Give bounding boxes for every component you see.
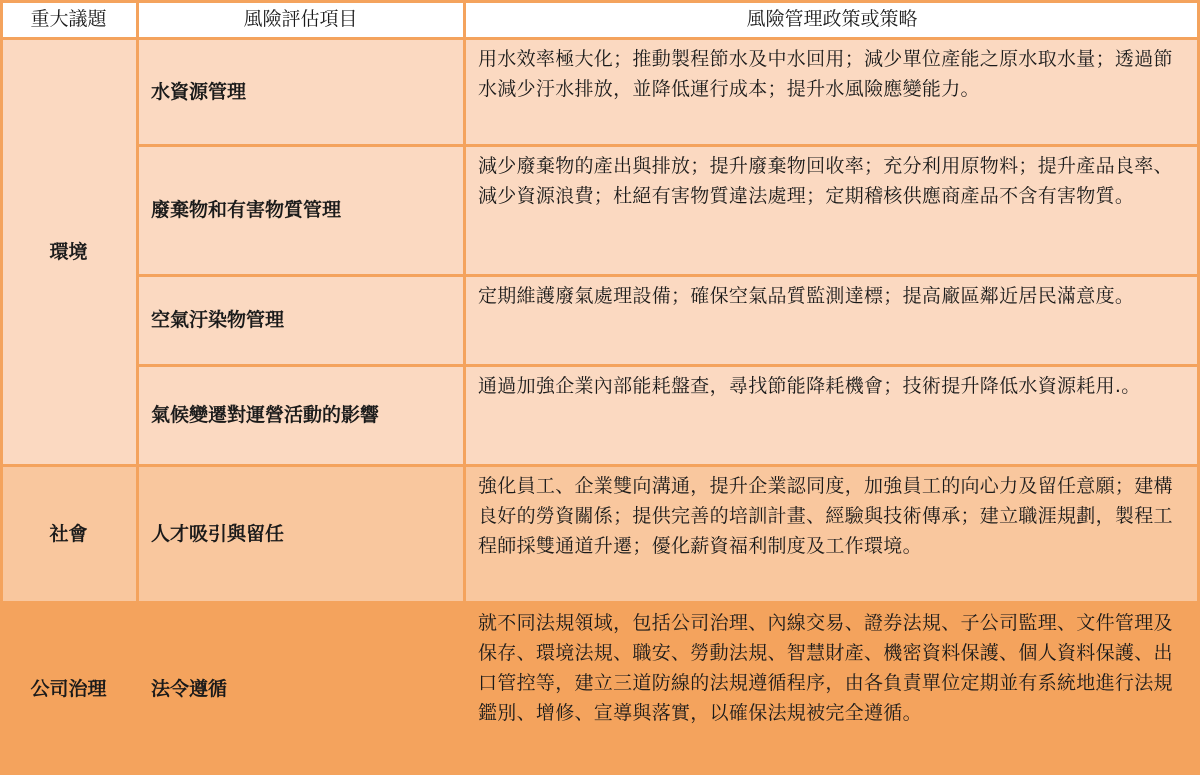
policy-water: 用水效率極大化；推動製程節水及中水回用；減少單位產能之原水取水量；透過節水減少汙水排放，並降低運行成本；提升水風險應變能力。 <box>464 38 1200 145</box>
border-left <box>0 0 3 775</box>
policy-air: 定期維護廢氣處理設備；確保空氣品質監測達標；提高廠區鄰近居民滿意度。 <box>464 275 1200 365</box>
border-top <box>0 0 1200 3</box>
border-group-1 <box>0 464 1200 467</box>
risk-item-compliance: 法令遵循 <box>137 602 464 775</box>
border-col-2 <box>463 0 466 775</box>
topic-social: 社會 <box>0 465 137 602</box>
border-col-1 <box>136 0 139 775</box>
border-row-2 <box>137 274 1200 277</box>
border-row-1 <box>137 144 1200 147</box>
header-topic: 重大議題 <box>0 0 137 38</box>
border-header-bottom <box>0 37 1200 40</box>
topic-governance: 公司治理 <box>0 602 137 775</box>
policy-waste: 減少廢棄物的產出與排放；提升廢棄物回收率；充分利用原物料；提升產品良率、減少資源浪費；杜絕有害物質違法處理；定期稽核供應商產品不含有害物質。 <box>464 145 1200 275</box>
border-row-3 <box>137 364 1200 367</box>
risk-item-air: 空氣汙染物管理 <box>137 275 464 365</box>
risk-item-waste: 廢棄物和有害物質管理 <box>137 145 464 275</box>
risk-item-talent: 人才吸引與留任 <box>137 465 464 602</box>
risk-item-climate: 氣候變遷對運營活動的影響 <box>137 365 464 465</box>
topic-environment: 環境 <box>0 38 137 465</box>
header-policy: 風險管理政策或策略 <box>464 0 1200 38</box>
risk-item-water: 水資源管理 <box>137 38 464 145</box>
policy-compliance: 就不同法規領域，包括公司治理、內線交易、證券法規、子公司監理、文件管理及保存、環境法規、職安、勞動法規、智慧財產、機密資料保護、個人資料保護、出口管控等，建立三道防線的法規遵循程序，由各負責單位定期並有系統地進行法規鑑別、增修、宣導與落實，以確保法規被完全遵循。 <box>464 602 1200 775</box>
border-group-2 <box>0 601 1200 604</box>
policy-climate: 通過加強企業內部能耗盤查，尋找節能降耗機會；技術提升降低水資源耗用.。 <box>464 365 1200 465</box>
policy-talent: 強化員工、企業雙向溝通，提升企業認同度，加強員工的向心力及留任意願；建構良好的勞資關係；提供完善的培訓計畫、經驗與技術傳承；建立職涯規劃，製程工程師採雙通道升遷；優化薪資福利制度及工作環境。 <box>464 465 1200 602</box>
header-risk-item: 風險評估項目 <box>137 0 464 38</box>
